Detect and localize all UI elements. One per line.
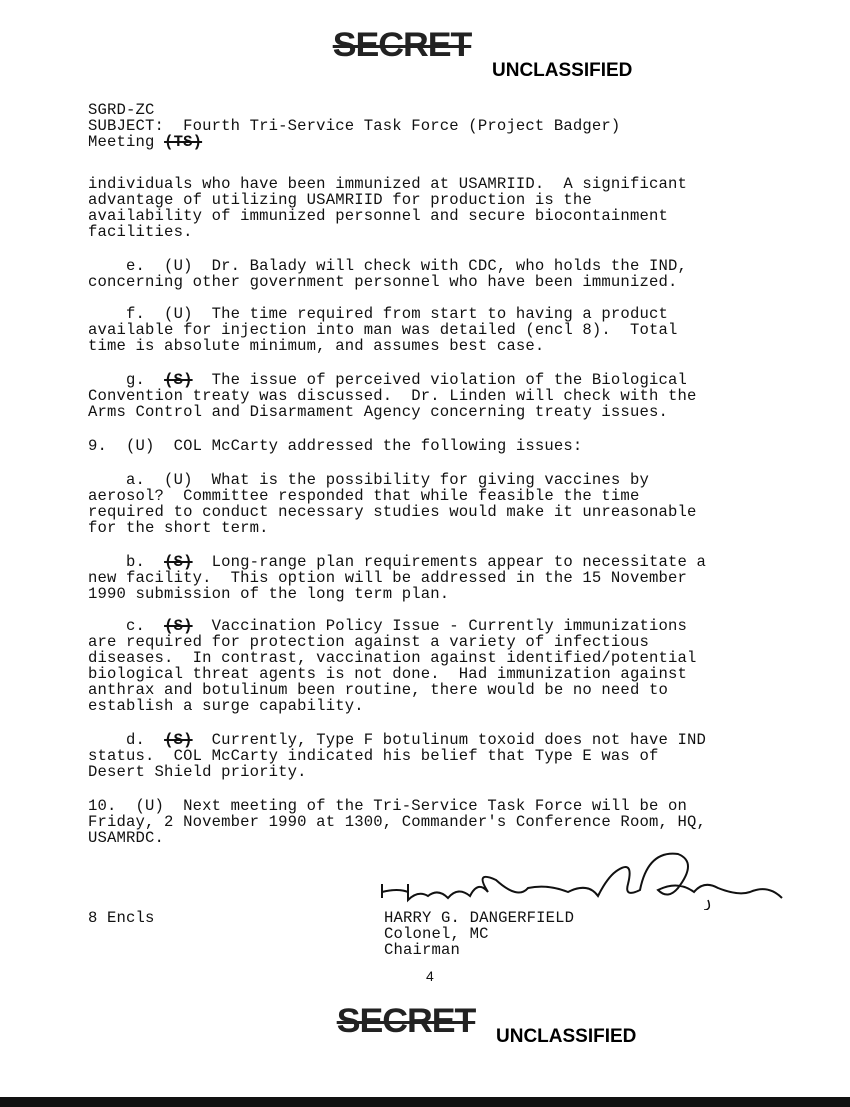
- classification-label: UNCLASSIFIED: [492, 60, 633, 81]
- paragraph-line: are required for protection against a variety of infectious: [88, 633, 649, 651]
- paragraph-line: Convention treaty was discussed. Dr. Linden will check with the: [88, 387, 697, 405]
- paragraph-line: [88, 732, 706, 748]
- paragraph-line: new facility. This option will be addressed in the 15 November: [88, 569, 687, 587]
- paragraph-text: Currently, Type F botulinum toxoid does not have IND: [192, 731, 707, 749]
- paragraph-line: diseases. In contrast, vaccination against identified/potential: [88, 649, 697, 667]
- paragraph-line: 1990 submission of the long term plan.: [88, 585, 450, 603]
- paragraph-label: b.: [88, 553, 165, 571]
- paragraph-label: g.: [88, 371, 165, 389]
- paragraph-line: anthrax and botulinum been routine, there would be no need to: [88, 681, 668, 699]
- paragraph-line: 10. (U) Next meeting of the Tri-Service Task Force will be on: [88, 797, 687, 815]
- paragraph-line: individuals who have been immunized at USAMRIID. A significant: [88, 175, 687, 193]
- signature: [378, 840, 798, 910]
- classification-header: [0, 26, 850, 81]
- struck-classification: SECRET: [336, 1002, 476, 1040]
- classification-footer: [0, 1002, 850, 1047]
- signer-title: Chairman: [384, 941, 461, 959]
- paragraph-line: 9. (U) COL McCarty addressed the following issues:: [88, 437, 583, 455]
- paragraph-line: availability of immunized personnel and secure biocontainment: [88, 207, 668, 225]
- paragraph-text: Vaccination Policy Issue - Currently immunizations: [192, 617, 687, 635]
- scan-edge: [0, 1097, 850, 1107]
- paragraph-label: c.: [88, 617, 165, 635]
- paragraph-text: The issue of perceived violation of the Biological: [192, 371, 687, 389]
- signer-rank: Colonel, MC: [384, 925, 489, 943]
- paragraph-line: status. COL McCarty indicated his belief that Type E was of: [88, 747, 659, 765]
- paragraph-line: f. (U) The time required from start to having a product: [88, 305, 668, 323]
- enclosures: 8 Encls: [88, 909, 155, 927]
- paragraph-line: biological threat agents is not done. Had immunization against: [88, 665, 687, 683]
- paragraph-line: for the short term.: [88, 519, 269, 537]
- paragraph-line: [88, 554, 706, 570]
- classification-mark: (S): [164, 553, 193, 571]
- classification-mark: (S): [164, 617, 193, 635]
- struck-classification: SECRET: [332, 26, 472, 64]
- paragraph-line: [88, 618, 687, 634]
- paragraph-line: a. (U) What is the possibility for giving vaccines by: [88, 471, 649, 489]
- paragraph-line: Friday, 2 November 1990 at 1300, Commander's Conference Room, HQ,: [88, 813, 707, 831]
- subject-text: Meeting: [88, 133, 165, 151]
- paragraph-line: [88, 372, 687, 388]
- signer-name: HARRY G. DANGERFIELD: [384, 909, 575, 927]
- paragraph-line: available for injection into man was detailed (encl 8). Total: [88, 321, 678, 339]
- classification-mark: (S): [164, 371, 193, 389]
- paragraph-line: required to conduct necessary studies would make it unreasonable: [88, 503, 697, 521]
- paragraph-line: Desert Shield priority.: [88, 763, 307, 781]
- page-number: 4: [426, 968, 434, 984]
- paragraph-line: e. (U) Dr. Balady will check with CDC, who holds the IND,: [88, 257, 687, 275]
- subject-line: SUBJECT: Fourth Tri-Service Task Force (Project Badger): [88, 117, 621, 135]
- paragraph-label: d.: [88, 731, 165, 749]
- paragraph-line: USAMRDC.: [88, 829, 165, 847]
- classification-mark: (S): [164, 731, 193, 749]
- paragraph-line: time is absolute minimum, and assumes best case.: [88, 337, 545, 355]
- paragraph-line: establish a surge capability.: [88, 697, 364, 715]
- paragraph-line: advantage of utilizing USAMRIID for production is the: [88, 191, 592, 209]
- paragraph-line: concerning other government personnel who have been immunized.: [88, 273, 678, 291]
- classification-label: UNCLASSIFIED: [496, 1026, 637, 1047]
- paragraph-text: Long-range plan requirements appear to necessitate a: [192, 553, 707, 571]
- classification-mark: (TS): [164, 133, 203, 151]
- paragraph-line: aerosol? Committee responded that while feasible the time: [88, 487, 640, 505]
- subject-line-2: [88, 134, 202, 150]
- paragraph-line: facilities.: [88, 223, 193, 241]
- paragraph-line: Arms Control and Disarmament Agency concerning treaty issues.: [88, 403, 668, 421]
- office-symbol: SGRD-ZC: [88, 101, 155, 119]
